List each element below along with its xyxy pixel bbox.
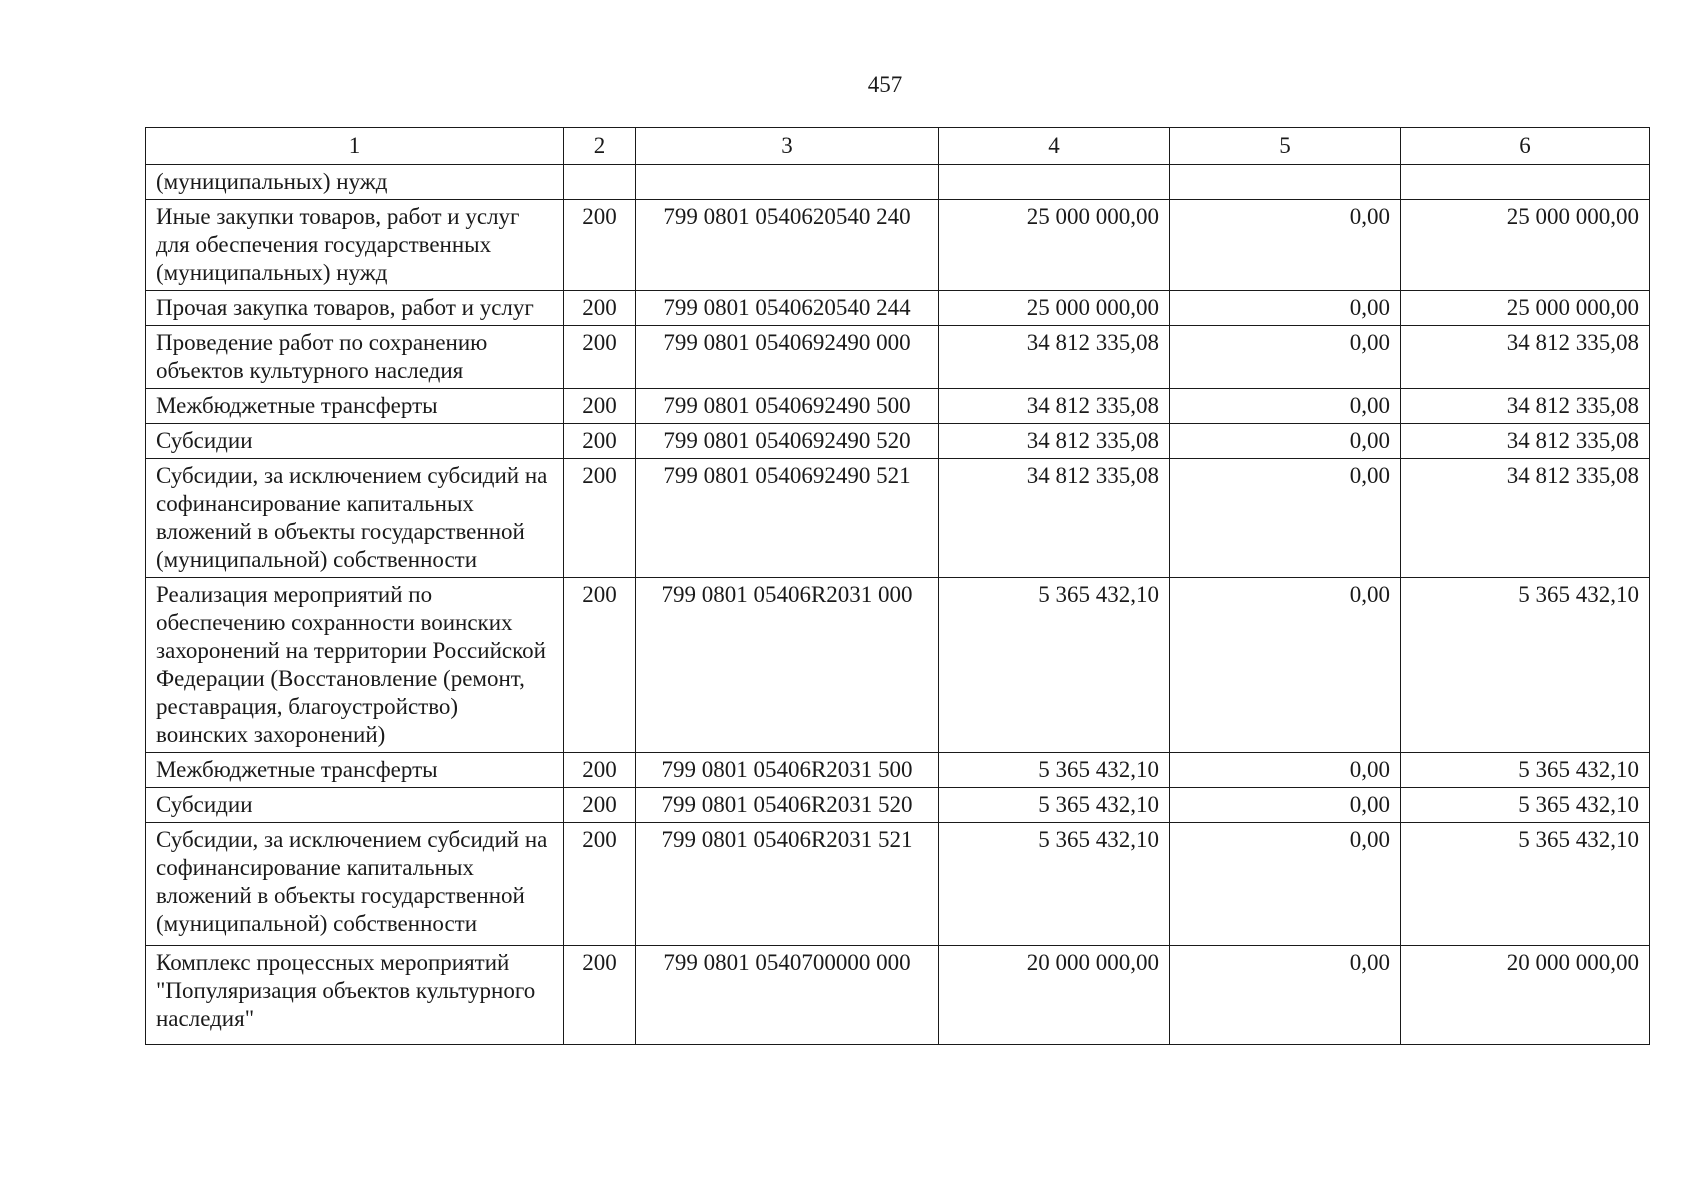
expense-name-cell: (муниципальных) нужд xyxy=(146,165,564,200)
kbk-cell: 799 0801 0540692490 521 xyxy=(636,459,939,578)
amount-col5-cell: 0,00 xyxy=(1170,326,1401,389)
amount-col5-cell: 0,00 xyxy=(1170,389,1401,424)
budget-table xyxy=(145,127,1650,1045)
kbk-cell: 799 0801 05406R2031 500 xyxy=(636,753,939,788)
table-row xyxy=(146,823,1650,946)
amount-col5-cell: 0,00 xyxy=(1170,946,1401,1045)
amount-col6-cell: 25 000 000,00 xyxy=(1401,200,1650,291)
amount-col5-cell xyxy=(1170,165,1401,200)
expense-name-cell: Прочая закупка товаров, работ и услуг xyxy=(146,291,564,326)
amount-col5-cell: 0,00 xyxy=(1170,823,1401,946)
code-cell: 200 xyxy=(564,200,636,291)
code-cell xyxy=(564,165,636,200)
amount-col4-cell: 5 365 432,10 xyxy=(939,788,1170,823)
code-cell: 200 xyxy=(564,823,636,946)
amount-col6-cell: 34 812 335,08 xyxy=(1401,424,1650,459)
code-cell: 200 xyxy=(564,291,636,326)
column-number: 2 xyxy=(564,128,636,165)
column-number: 6 xyxy=(1401,128,1650,165)
code-cell: 200 xyxy=(564,459,636,578)
code-cell: 200 xyxy=(564,326,636,389)
amount-col4-cell: 25 000 000,00 xyxy=(939,200,1170,291)
code-cell: 200 xyxy=(564,578,636,753)
amount-col4-cell: 34 812 335,08 xyxy=(939,326,1170,389)
expense-name-cell: Субсидии, за исключением субсидий на софинансирование капитальных вложений в объекты государственной (муниципальной) собственности xyxy=(146,459,564,578)
column-number-row xyxy=(146,128,1650,165)
expense-name-cell: Проведение работ по сохранению объектов культурного наследия xyxy=(146,326,564,389)
amount-col6-cell: 34 812 335,08 xyxy=(1401,389,1650,424)
amount-col5-cell: 0,00 xyxy=(1170,459,1401,578)
kbk-cell: 799 0801 0540700000 000 xyxy=(636,946,939,1045)
kbk-cell: 799 0801 05406R2031 521 xyxy=(636,823,939,946)
page-number: 457 xyxy=(867,72,903,97)
amount-col6-cell: 34 812 335,08 xyxy=(1401,326,1650,389)
amount-col4-cell: 5 365 432,10 xyxy=(939,753,1170,788)
expense-name-cell: Субсидии, за исключением субсидий на софинансирование капитальных вложений в объекты государственной (муниципальной) собственности xyxy=(146,823,564,946)
expense-name-cell: Иные закупки товаров, работ и услуг для обеспечения государственных (муниципальных) нужд xyxy=(146,200,564,291)
amount-col5-cell: 0,00 xyxy=(1170,424,1401,459)
amount-col5-cell: 0,00 xyxy=(1170,291,1401,326)
expense-name-cell: Комплекс процессных мероприятий "Популяризация объектов культурного наследия" xyxy=(146,946,564,1045)
code-cell: 200 xyxy=(564,424,636,459)
code-cell: 200 xyxy=(564,788,636,823)
column-number: 5 xyxy=(1170,128,1401,165)
expense-name-cell: Межбюджетные трансферты xyxy=(146,753,564,788)
amount-col6-cell: 5 365 432,10 xyxy=(1401,823,1650,946)
table-row xyxy=(146,753,1650,788)
amount-col4-cell: 20 000 000,00 xyxy=(939,946,1170,1045)
expense-name-cell: Субсидии xyxy=(146,424,564,459)
kbk-cell: 799 0801 0540620540 240 xyxy=(636,200,939,291)
amount-col6-cell xyxy=(1401,165,1650,200)
amount-col5-cell: 0,00 xyxy=(1170,753,1401,788)
column-number: 3 xyxy=(636,128,939,165)
table-row xyxy=(146,200,1650,291)
column-number: 4 xyxy=(939,128,1170,165)
amount-col4-cell: 5 365 432,10 xyxy=(939,823,1170,946)
amount-col4-cell: 34 812 335,08 xyxy=(939,424,1170,459)
amount-col6-cell: 20 000 000,00 xyxy=(1401,946,1650,1045)
amount-col6-cell: 34 812 335,08 xyxy=(1401,459,1650,578)
amount-col4-cell: 34 812 335,08 xyxy=(939,459,1170,578)
table-row xyxy=(146,578,1650,753)
table-row xyxy=(146,946,1650,1045)
amount-col6-cell: 25 000 000,00 xyxy=(1401,291,1650,326)
table-row xyxy=(146,788,1650,823)
amount-col4-cell xyxy=(939,165,1170,200)
kbk-cell: 799 0801 05406R2031 520 xyxy=(636,788,939,823)
table-row xyxy=(146,291,1650,326)
amount-col6-cell: 5 365 432,10 xyxy=(1401,788,1650,823)
table-row xyxy=(146,459,1650,578)
amount-col6-cell: 5 365 432,10 xyxy=(1401,578,1650,753)
table-row xyxy=(146,424,1650,459)
table-row xyxy=(146,165,1650,200)
kbk-cell: 799 0801 0540692490 000 xyxy=(636,326,939,389)
table-row xyxy=(146,389,1650,424)
code-cell: 200 xyxy=(564,389,636,424)
expense-name-cell: Реализация мероприятий по обеспечению сохранности воинских захоронений на территории Российской Федерации (Восстановление (ремонт, реставрация, благоустройство) воинских захоронений) xyxy=(146,578,564,753)
expense-name-cell: Межбюджетные трансферты xyxy=(146,389,564,424)
column-number: 1 xyxy=(146,128,564,165)
amount-col5-cell: 0,00 xyxy=(1170,788,1401,823)
expense-name-cell: Субсидии xyxy=(146,788,564,823)
amount-col5-cell: 0,00 xyxy=(1170,578,1401,753)
amount-col5-cell: 0,00 xyxy=(1170,200,1401,291)
kbk-cell: 799 0801 05406R2031 000 xyxy=(636,578,939,753)
code-cell: 200 xyxy=(564,753,636,788)
kbk-cell xyxy=(636,165,939,200)
amount-col4-cell: 5 365 432,10 xyxy=(939,578,1170,753)
amount-col6-cell: 5 365 432,10 xyxy=(1401,753,1650,788)
code-cell: 200 xyxy=(564,946,636,1045)
amount-col4-cell: 34 812 335,08 xyxy=(939,389,1170,424)
table-row xyxy=(146,326,1650,389)
amount-col4-cell: 25 000 000,00 xyxy=(939,291,1170,326)
kbk-cell: 799 0801 0540692490 520 xyxy=(636,424,939,459)
kbk-cell: 799 0801 0540692490 500 xyxy=(636,389,939,424)
kbk-cell: 799 0801 0540620540 244 xyxy=(636,291,939,326)
